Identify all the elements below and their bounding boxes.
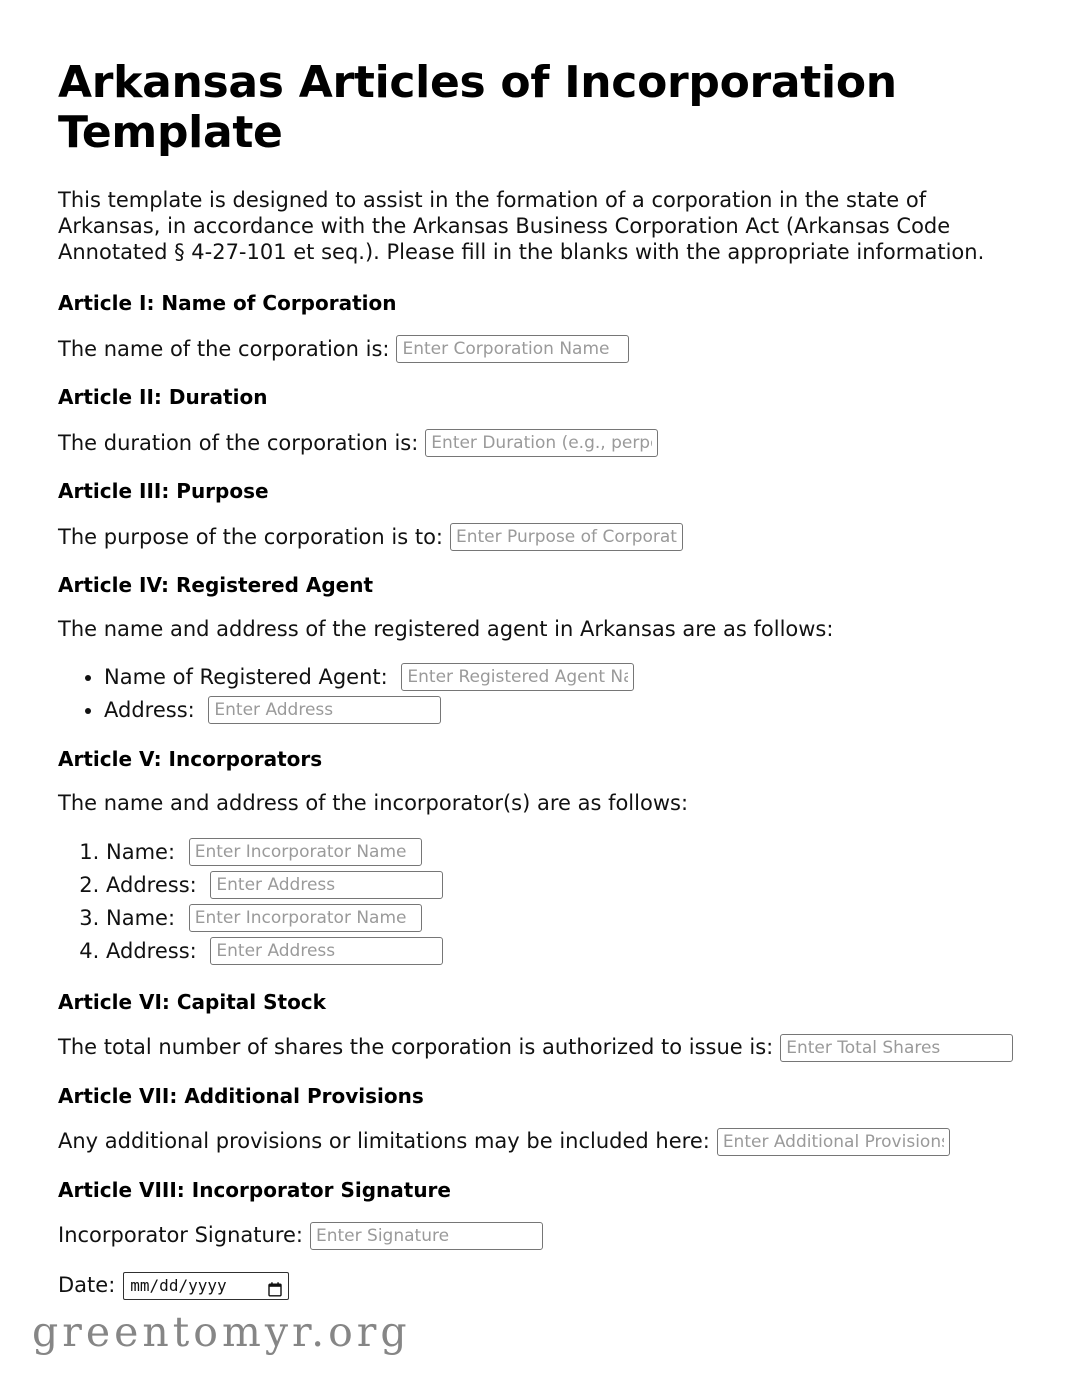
article-1-label: The name of the corporation is: [58, 336, 390, 361]
list-item [104, 697, 1015, 725]
intro-paragraph: This template is designed to assist in the formation of a corporation in the state of Arkansas, in accordance with the Arkansas Business Corporation Act (Arkansas Code Annotated § 4-27-101 et seq.). Please fill in the blanks with the appropriate information. [58, 188, 985, 264]
duration-input[interactable] [425, 429, 658, 457]
date-input[interactable] [123, 1272, 289, 1300]
total-shares-input[interactable] [780, 1034, 1013, 1062]
incorporator-2-address-label: Address: [106, 938, 197, 963]
list-item [106, 938, 1015, 966]
incorporator-1-address-label: Address: [106, 872, 197, 897]
article-1-heading: Article I: Name of Corporation [58, 291, 397, 316]
list-item [104, 664, 1015, 692]
incorporator-1-name-input[interactable] [189, 838, 422, 866]
article-5-label: The name and address of the incorporator(s) are as follows: [58, 791, 689, 816]
article-5-heading: Article V: Incorporators [58, 747, 323, 772]
date-row [58, 1272, 1015, 1300]
article-6-row [58, 1034, 1015, 1062]
article-2-label: The duration of the corporation is: [58, 430, 419, 455]
incorporator-2-name-label: Name: [106, 905, 176, 930]
page-title: Arkansas Articles of Incorporation Template [58, 57, 897, 159]
registered-agent-name-input[interactable] [401, 663, 634, 691]
article-6-heading: Article VI: Capital Stock [58, 989, 326, 1014]
article-8-heading: Article VIII: Incorporator Signature [58, 1177, 451, 1202]
purpose-input[interactable] [450, 523, 683, 551]
registered-agent-list [58, 664, 1015, 725]
additional-provisions-input[interactable] [717, 1128, 950, 1156]
article-5-intro [58, 791, 1015, 816]
signature-label: Incorporator Signature: [58, 1222, 303, 1247]
site-watermark: greentomyr.org [32, 1308, 411, 1356]
list-item [106, 872, 1015, 900]
article-4-heading: Article IV: Registered Agent [58, 573, 374, 598]
incorporator-1-name-label: Name: [106, 839, 176, 864]
article-7-heading: Article VII: Additional Provisions [58, 1083, 424, 1108]
list-item [106, 839, 1015, 867]
article-6-label: The total number of shares the corporation is authorized to issue is: [58, 1034, 774, 1059]
corporation-name-input[interactable] [396, 335, 629, 363]
article-2-heading: Article II: Duration [58, 385, 268, 410]
article-4-intro [58, 617, 1015, 642]
article-3-row [58, 523, 1015, 551]
article-2-row [58, 429, 1015, 457]
calendar-icon[interactable] [268, 1278, 282, 1293]
article-3-heading: Article III: Purpose [58, 479, 269, 504]
article-7-row [58, 1128, 1015, 1156]
list-item [106, 905, 1015, 933]
article-4-label: The name and address of the registered agent in Arkansas are as follows: [58, 617, 834, 642]
date-label: Date: [58, 1272, 116, 1297]
article-7-label: Any additional provisions or limitations may be included here: [58, 1128, 710, 1153]
agent-address-label: Address: [104, 698, 195, 723]
incorporator-2-name-input[interactable] [189, 904, 422, 932]
date-placeholder-text: mm/dd/yyyy [130, 1275, 227, 1295]
incorporator-1-address-input[interactable] [210, 871, 443, 899]
registered-agent-address-input[interactable] [208, 696, 441, 724]
incorporator-list [58, 839, 1015, 966]
signature-input[interactable] [310, 1222, 543, 1250]
article-1-row [58, 335, 1015, 363]
incorporator-2-address-input[interactable] [210, 937, 443, 965]
article-3-label: The purpose of the corporation is to: [58, 524, 443, 549]
agent-name-label: Name of Registered Agent: [104, 665, 388, 690]
signature-row [58, 1222, 1015, 1250]
